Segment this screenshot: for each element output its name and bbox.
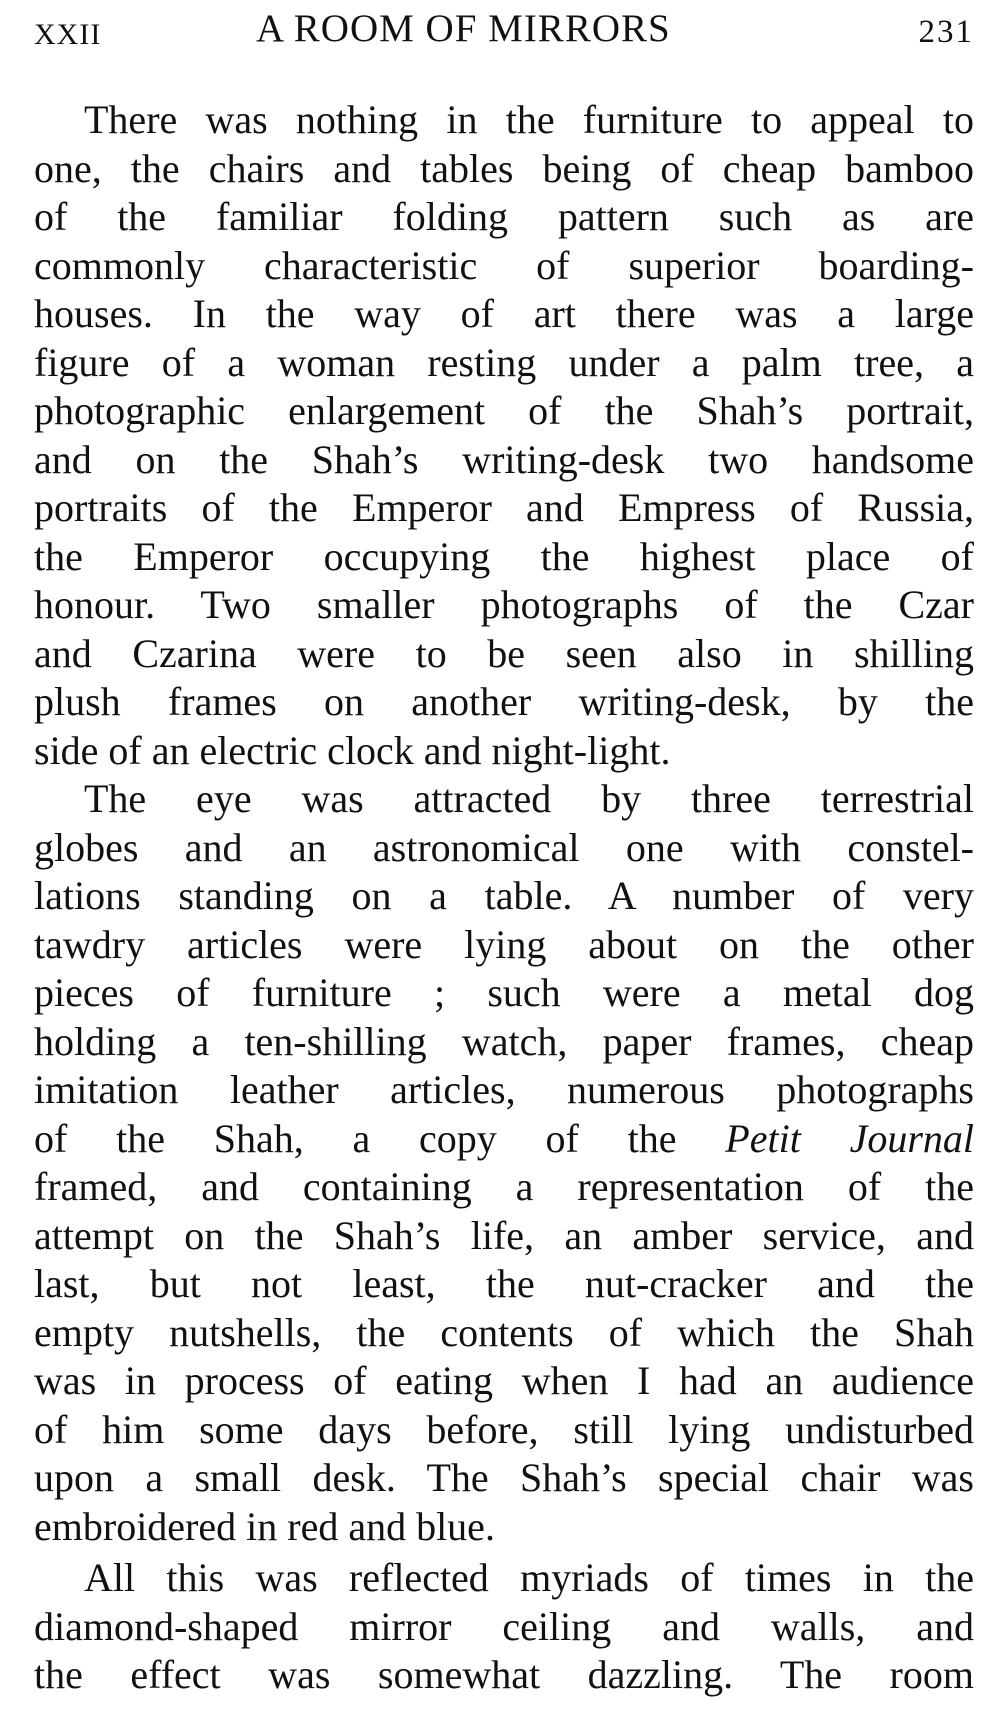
text-line: imitation leather articles, numerous photographs [34, 1067, 974, 1112]
text-fragment: of the Shah, a copy of the [34, 1115, 677, 1161]
text-line: houses. In the way of art there was a large [34, 291, 974, 336]
text-line: one, the chairs and tables being of cheap bamboo [34, 145, 974, 191]
text-line: photographic enlargement of the Shah’s portrait, [34, 388, 974, 433]
text-line: the Emperor occupying the highest place of [34, 533, 974, 579]
text-line: attempt on the Shah’s life, an amber service, and [34, 1212, 974, 1258]
text-line: of the familiar folding pattern such as are [34, 194, 974, 239]
text-line: the effect was somewhat dazzling. The room [34, 1652, 974, 1697]
text-line: tawdry articles were lying about on the other [34, 921, 974, 967]
text-line: embroidered in red and blue. [34, 1503, 495, 1549]
text-line: The eye was attracted by three terrestrial [84, 776, 974, 821]
text-line: honour. Two smaller photographs of the Czar [34, 582, 974, 627]
text-line: All this was reflected myriads of times in the [84, 1555, 974, 1600]
text-line: and on the Shah’s writing-desk two handsome [34, 436, 974, 482]
text-line: diamond-shaped mirror ceiling and walls, and [34, 1603, 974, 1649]
text-line: empty nutshells, the contents of which the Shah [34, 1309, 974, 1355]
text-line: lations standing on a table. A number of very [34, 873, 974, 918]
text-line: globes and an astronomical one with constel- [34, 824, 974, 870]
text-line: framed, and containing a representation of the [34, 1164, 974, 1209]
running-header [34, 6, 974, 66]
text-line: side of an electric clock and night-light. [34, 727, 671, 773]
text-line: holding a ten-shilling watch, paper frames, cheap [34, 1018, 974, 1064]
running-title: A ROOM OF MIRRORS [256, 7, 671, 50]
page-number: 231 [918, 14, 974, 50]
text-line: plush frames on another writing-desk, by the [34, 679, 974, 724]
chapter-number: XXII [34, 18, 102, 51]
text-line: upon a small desk. The Shah’s special chair was [34, 1455, 974, 1500]
italic-title: Petit Journal [725, 1115, 974, 1161]
text-line: figure of a woman resting under a palm tree, a [34, 339, 974, 385]
text-line: There was nothing in the furniture to appeal to [84, 97, 974, 142]
body-text [34, 96, 974, 1700]
text-line: pieces of furniture ; such were a metal dog [34, 970, 974, 1015]
text-line-with-italic [34, 1115, 974, 1164]
text-line: and Czarina were to be seen also in shilling [34, 630, 974, 676]
text-line: portraits of the Emperor and Empress of Russia, [34, 485, 974, 530]
text-line: of him some days before, still lying undisturbed [34, 1406, 974, 1452]
text-line: was in process of eating when I had an audience [34, 1358, 974, 1403]
text-line: commonly characteristic of superior boarding- [34, 242, 974, 288]
text-line: last, but not least, the nut-cracker and the [34, 1261, 974, 1306]
